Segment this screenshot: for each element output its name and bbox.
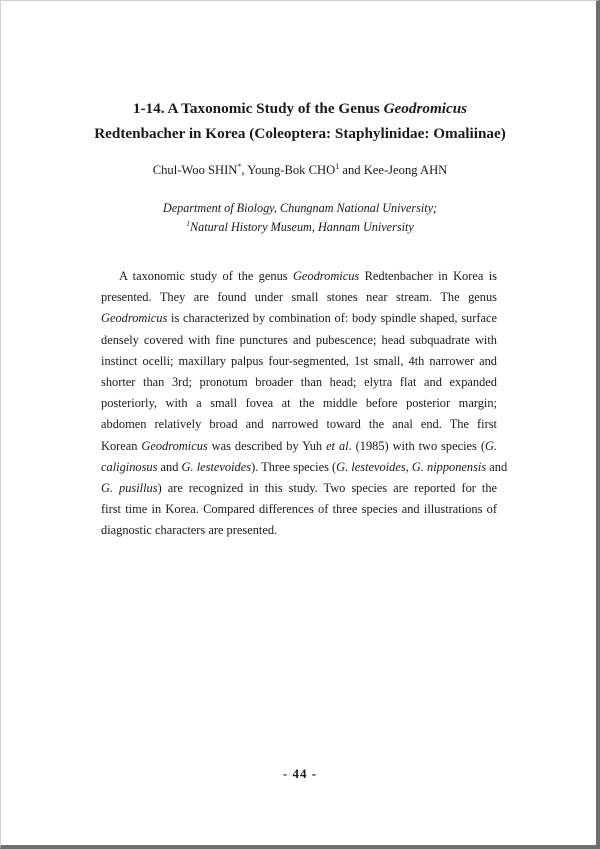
paper-title [60, 96, 540, 146]
author-1-mark: * [237, 162, 242, 171]
author-1: Chul-Woo SHIN [152, 163, 238, 177]
author-3: Kee-Jeong AHN [363, 163, 448, 177]
author-2: Young-Bok CHO [247, 163, 336, 177]
abstract-line: posteriorly, with a small fovea at the middle before posterior margin; [101, 396, 497, 411]
author-list: Chul-Woo SHIN*, Young-Bok CHO$^1$ and Kee-Jeong AHN [152, 162, 448, 177]
abstract-body [101, 266, 508, 541]
abstract-line: diagnostic characters are presented. [101, 523, 278, 538]
title-line-2: Redtenbacher in Korea (Coleoptera: Staphylinidae: Omaliinae) [94, 125, 506, 142]
author-2-mark: 1 [335, 162, 340, 171]
affiliation-1: Department of Biology, Chungnam National University; [162, 201, 438, 215]
abstract-line: abdomen relatively broad and narrowed toward the anal end. The first [101, 417, 497, 432]
abstract-line: caliginosus and G. lestevoides). Three species (G. lestevoides, G. nipponensis and [101, 459, 508, 474]
page-number: - 44 - [282, 766, 318, 781]
affiliation-2-mark: 1 [186, 219, 190, 228]
affiliations [60, 199, 540, 237]
abstract-line: presented. They are found under small stones near stream. The genus [101, 290, 497, 305]
abstract-line: A taxonomic study of the genus Geodromicus Redtenbacher in Korea is [119, 269, 497, 283]
abstract-line: first time in Korea. Compared differences of three species and illustrations of [101, 502, 497, 517]
title-line-1: 1-14. A Taxonomic Study of the Genus Geodromicus [132, 100, 468, 117]
abstract-line: G. pusillus) are recognized in this study. Two species are reported for the [101, 480, 498, 495]
title-genus: Geodromicus [383, 100, 468, 117]
abstract-line: densely covered with fine punctures and pubescence; head subquadrate with [101, 332, 497, 347]
abstract-line: shorter than 3rd; pronotum broader than head; elytra flat and expanded [101, 374, 497, 389]
affiliation-2: Natural History Museum, Hannam University [189, 220, 414, 234]
abstract-line: Geodromicus is characterized by combination of: body spindle shaped, surface [101, 311, 497, 326]
abstract-line: Korean Geodromicus was described by Yuh et al. (1985) with two species (G. [101, 438, 497, 453]
abstract-line: instinct ocelli; maxillary palpus four-segmented, 1st small, 4th narrower and [101, 353, 497, 368]
